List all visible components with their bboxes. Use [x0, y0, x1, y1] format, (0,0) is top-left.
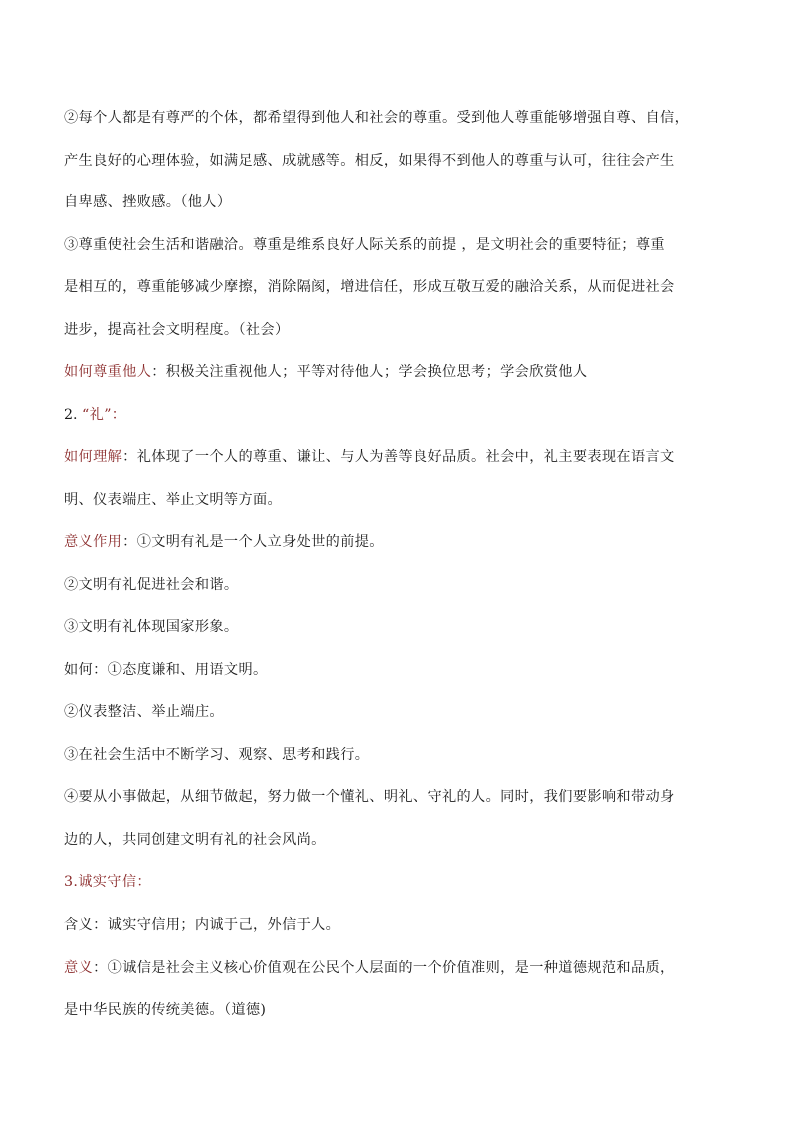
honesty-define-label: 含义 [64, 917, 94, 933]
respect-point-3-line-2: 是相互的，尊重能够减少摩擦，消除隔阂，增进信任，形成互敬互爱的融洽关系，从而促进社会 [64, 279, 675, 295]
li-meaning-text: ：①文明有礼是一个人立身处世的前提。 [122, 534, 384, 550]
respect-how-text: ：积极关注重视他人；平等对待他人；学会换位思考；学会欣赏他人 [151, 364, 588, 380]
li-meaning-line-1 [64, 532, 748, 552]
honesty-meaning-label: 意义 [64, 960, 94, 976]
honesty-heading-text: 3.诚实守信： [64, 874, 151, 890]
li-heading-number: 2. [64, 407, 83, 423]
li-how-line-4: ④要从小事做起，从细节做起，努力做一个懂礼、明礼、守礼的人。同时，我们要影响和带动身 [64, 789, 675, 805]
li-understand-text: ：礼体现了一个人的尊重、谦让、与人为善等良好品质。社会中，礼主要表现在语言文 [122, 449, 675, 465]
li-how-label: 如何 [64, 662, 94, 678]
respect-point-3-line-3: 进步，提高社会文明程度。（社会） [64, 322, 290, 338]
li-how-line-5: 边的人，共同创建文明有礼的社会风尚。 [64, 832, 326, 848]
li-heading-text: “礼”： [82, 407, 127, 423]
li-understand-label: 如何理解 [64, 449, 123, 465]
respect-how-line [64, 362, 748, 382]
respect-point-2-line-1: ②每个人都是有尊严的个体，都希望得到他人和社会的尊重。受到他人尊重能够增强自尊、自信， [64, 110, 690, 126]
respect-how-label: 如何尊重他人 [64, 364, 152, 380]
respect-point-2-line-3: 自卑感、挫败感。（他人） [64, 194, 232, 210]
honesty-define-text: ：诚实守信用；内诚于己，外信于人。 [93, 917, 341, 933]
li-meaning-line-3: ③文明有礼体现国家形象。 [64, 619, 239, 635]
honesty-meaning-line-2: 是中华民族的传统美德。（道德) [64, 1002, 267, 1018]
honesty-heading [64, 872, 748, 892]
li-meaning-line-2: ②文明有礼促进社会和谐。 [64, 577, 239, 593]
li-understand-line-1 [64, 447, 748, 467]
li-how-line-3: ③在社会生活中不断学习、观察、思考和践行。 [64, 747, 370, 763]
honesty-meaning-line-1 [64, 958, 748, 978]
li-heading [64, 405, 748, 425]
li-how-line-2: ②仪表整洁、举止端庄。 [64, 704, 224, 720]
honesty-define-line [64, 915, 748, 935]
respect-point-3-line-1: ③尊重使社会生活和谐融洽。尊重是维系良好人际关系的前提 ，是文明社会的重要特征；尊重 [64, 237, 665, 253]
honesty-meaning-text: ：①诚信是社会主义核心价值观在公民个人层面的一个价值准则，是一种道德规范和品质， [93, 960, 675, 976]
respect-point-2-line-2: 产生良好的心理体验，如满足感、成就感等。相反，如果得不到他人的尊重与认可，往往会产生 [64, 153, 675, 169]
li-meaning-label: 意义作用 [64, 534, 123, 550]
li-how-line-1 [64, 660, 748, 680]
li-understand-line-2: 明、仪表端庄、举止文明等方面。 [64, 492, 283, 508]
li-how-text: ：①态度谦和、用语文明。 [93, 662, 268, 678]
